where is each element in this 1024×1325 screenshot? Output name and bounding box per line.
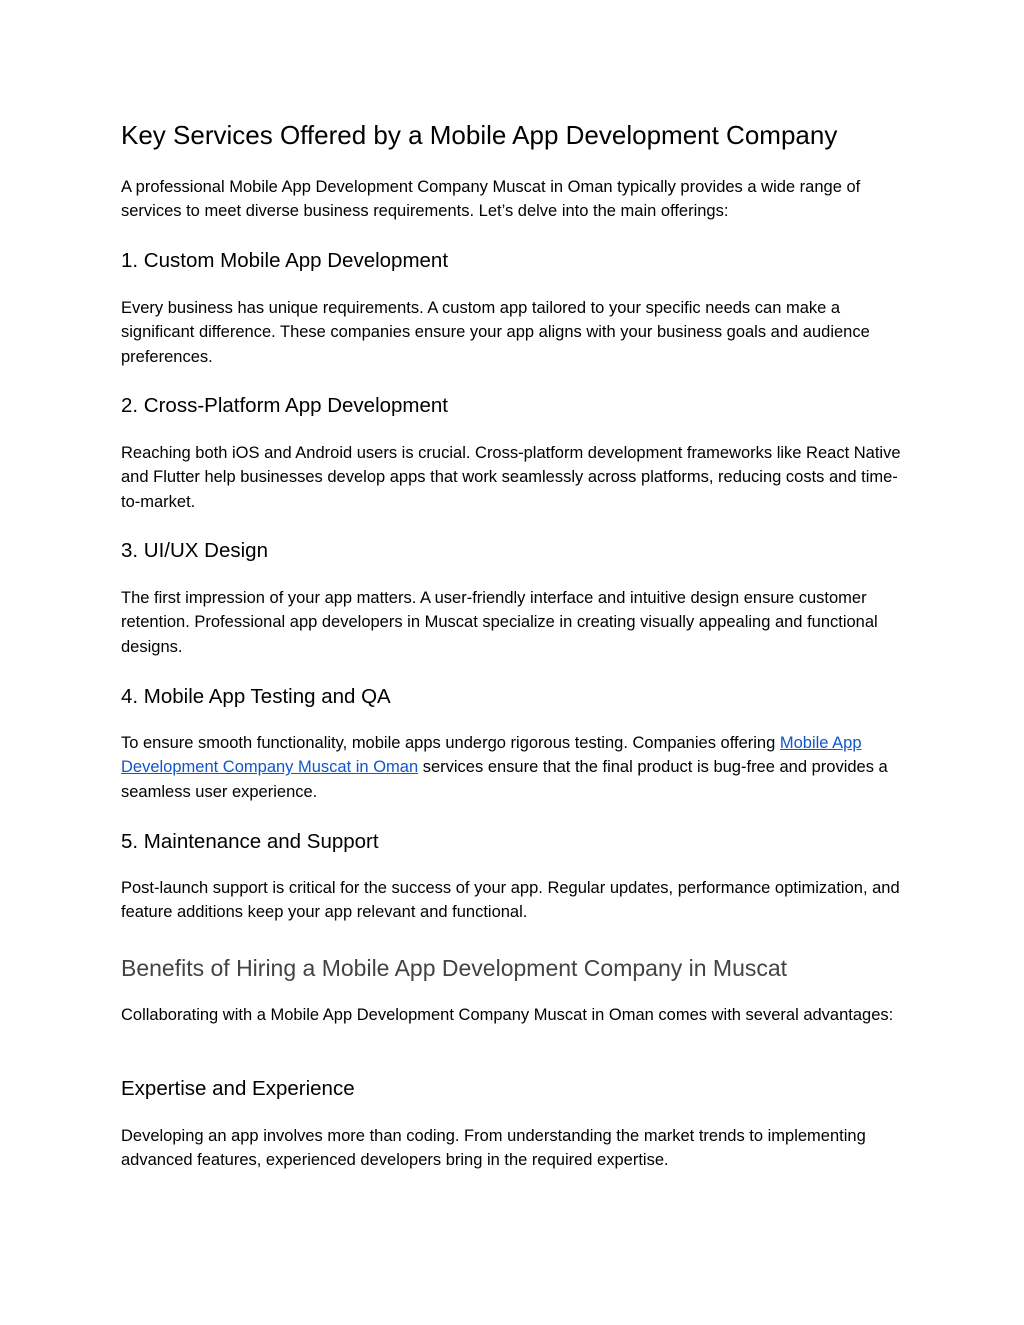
service-text-testing-qa (121, 731, 901, 804)
service-heading-ui-ux: 3. UI/UX Design (121, 539, 268, 562)
service-text-maintenance: Post-launch support is critical for the success of your app. Regular updates, performance optimization, and feature additions keep your app relevant and functional. (121, 879, 900, 922)
mobile-app-company-link[interactable]: Mobile App Development Company Muscat in Oman (121, 734, 862, 777)
benefits-intro: Collaborating with a Mobile App Development Company Muscat in Oman comes with several advantages: (121, 1006, 894, 1024)
intro-paragraph: A professional Mobile App Development Company Muscat in Oman typically provides a wide range of services to meet diverse business requirements. Let’s delve into the main offerings: (121, 178, 861, 221)
testing-text-before: To ensure smooth functionality, mobile apps undergo rigorous testing. Companies offering (121, 734, 780, 752)
service-heading-testing-qa: 4. Mobile App Testing and QA (121, 685, 391, 708)
page-title: Key Services Offered by a Mobile App Development Company (121, 120, 838, 150)
service-heading-cross-platform: 2. Cross-Platform App Development (121, 394, 448, 417)
service-heading-custom-app: 1. Custom Mobile App Development (121, 249, 449, 272)
service-heading-maintenance: 5. Maintenance and Support (121, 830, 379, 853)
service-text-custom-app: Every business has unique requirements. A custom app tailored to your specific needs can make a significant difference. These companies ensure your app aligns with your business goals and audience preferences. (121, 299, 870, 366)
benefits-title: Benefits of Hiring a Mobile App Development Company in Muscat (121, 955, 788, 981)
benefit-text-expertise: Developing an app involves more than coding. From understanding the market trends to implementing advanced features, experienced developers bring in the required expertise. (121, 1127, 866, 1170)
benefit-heading-expertise: Expertise and Experience (121, 1077, 355, 1100)
service-text-ui-ux: The first impression of your app matters. A user-friendly interface and intuitive design ensure customer retention. Professional app developers in Muscat specialize in creating visually appealing and functional designs. (121, 589, 878, 656)
service-text-cross-platform: Reaching both iOS and Android users is crucial. Cross-platform development frameworks like React Native and Flutter help businesses develop apps that work seamlessly across platforms, reducing costs and time-to-market. (121, 444, 901, 511)
testing-text-after: services ensure that the final product is bug-free and provides a seamless user experience. (121, 758, 888, 801)
